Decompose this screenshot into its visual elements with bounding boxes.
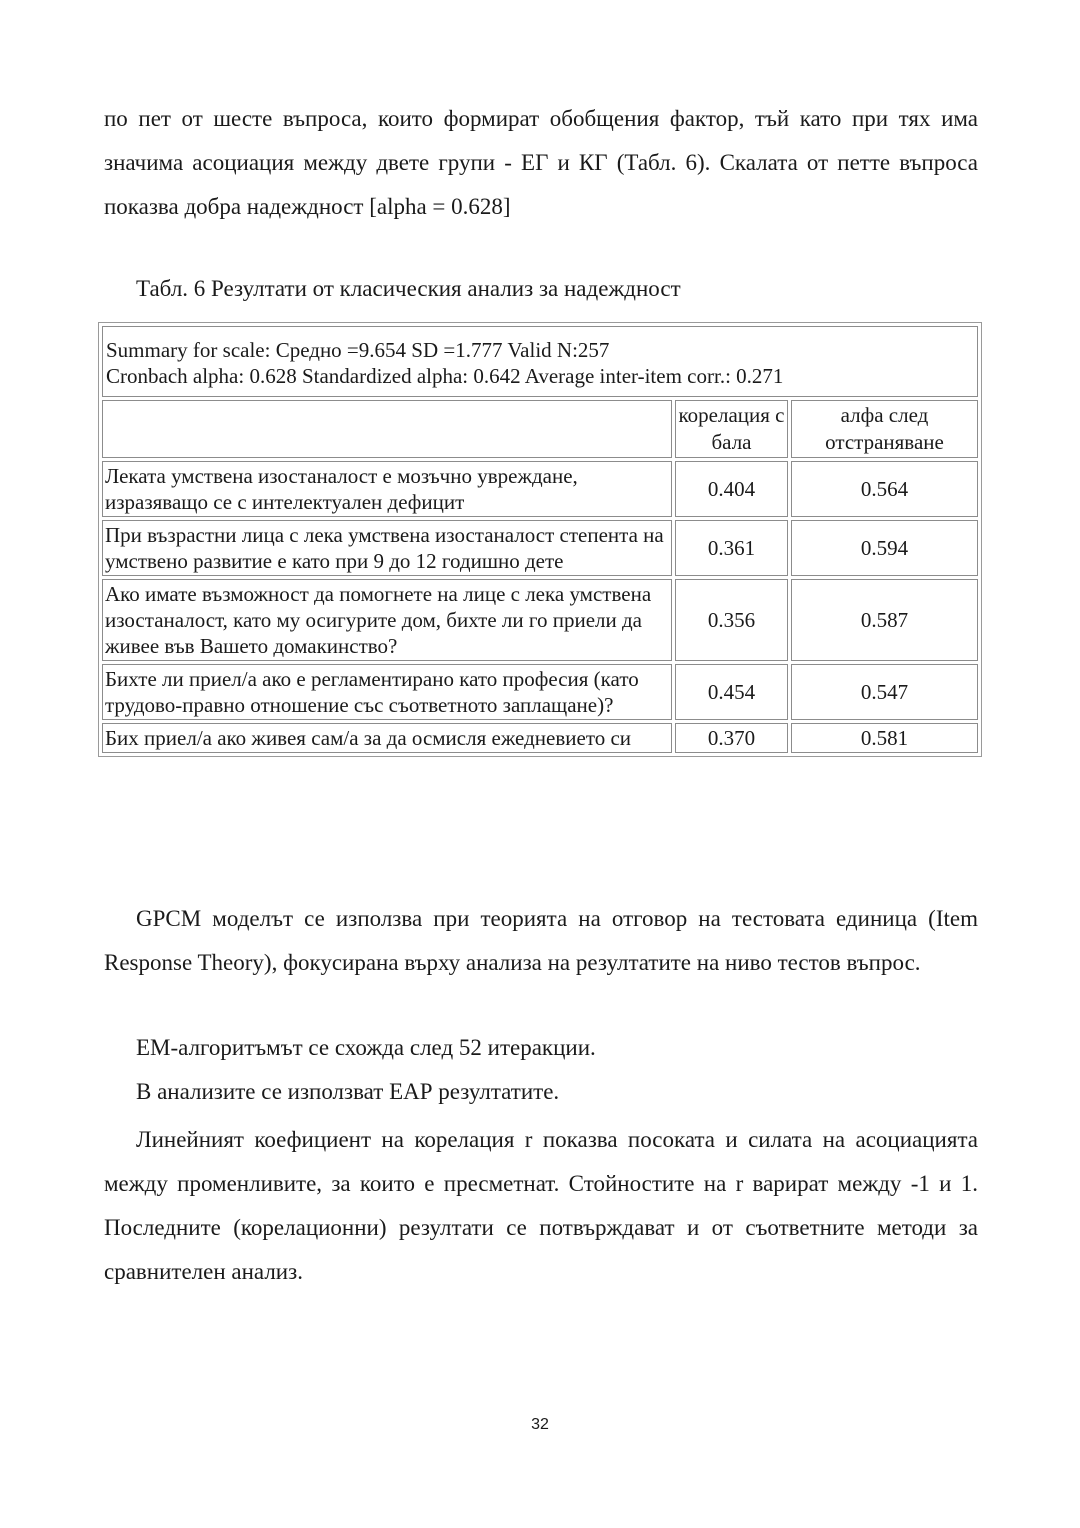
table-row bbox=[102, 723, 978, 753]
page-number: 32 bbox=[531, 1416, 549, 1433]
alpha-cell: 0.547 bbox=[791, 664, 978, 720]
table-row bbox=[102, 579, 978, 661]
summary-cell bbox=[102, 326, 978, 397]
item-cell: Бихте ли приел/а ако е регламентирано като професия (като трудово-правно отношение със съответното заплащане)? bbox=[102, 664, 672, 720]
gpcm-paragraph: GPCM моделът се използва при теорията на отговор на тестовата единица (Item Response Theory), фокусирана върху анализа на резултатите на ниво тестов въпрос. bbox=[104, 906, 978, 975]
header-corr-cell: корелация с бала bbox=[675, 400, 788, 458]
summary-line-2: Cronbach alpha: 0.628 Standardized alpha: 0.642 Average inter-item corr.: 0.271 bbox=[106, 364, 784, 388]
summary-row bbox=[102, 326, 978, 397]
summary-line-1: Summary for scale: Средно =9.654 SD =1.777 Valid N:257 bbox=[106, 338, 610, 362]
header-item-cell bbox=[102, 400, 672, 458]
corr-cell: 0.404 bbox=[675, 461, 788, 517]
alpha-cell: 0.594 bbox=[791, 520, 978, 576]
alpha-cell: 0.564 bbox=[791, 461, 978, 517]
alpha-cell: 0.587 bbox=[791, 579, 978, 661]
corr-cell: 0.370 bbox=[675, 723, 788, 753]
table-row bbox=[102, 461, 978, 517]
table-caption: Табл. 6 Резултати от класическия анализ за надеждност bbox=[136, 276, 681, 301]
intro-paragraph: по пет от шесте въпроса, които формират обобщения фактор, тъй като при тях има значима асоциация между двете групи - ЕГ и КГ (Табл. 6). Скалата от петте въпроса показва добра надеждност [alpha = 0.628] bbox=[104, 106, 978, 219]
header-row bbox=[102, 400, 978, 458]
table-row bbox=[102, 664, 978, 720]
header-alpha-cell: алфа след отстраняване bbox=[791, 400, 978, 458]
eap-line: В анализите се използват ЕАР резултатите. bbox=[136, 1079, 560, 1104]
item-cell: При възрастни лица с лека умствена изостаналост степента на умствено развитие е като при 9 до 12 годишно дете bbox=[102, 520, 672, 576]
reliability-table bbox=[98, 322, 982, 757]
em-algorithm-line: ЕМ-алгоритъмът се схожда след 52 итеракции. bbox=[136, 1035, 596, 1060]
table-row bbox=[102, 520, 978, 576]
corr-cell: 0.356 bbox=[675, 579, 788, 661]
item-cell: Ако имате възможност да помогнете на лице с лека умствена изостаналост, като му осигурите дом, бихте ли го приели да живее във Вашето домакинство? bbox=[102, 579, 672, 661]
item-cell: Бих приел/а ако живея сам/а за да осмисля ежедневието си bbox=[102, 723, 672, 753]
corr-cell: 0.361 bbox=[675, 520, 788, 576]
alpha-cell: 0.581 bbox=[791, 723, 978, 753]
correlation-paragraph: Линейният коефициент на корелация r показва посоката и силата на асоциацията между променливите, за които е пресметнат. Стойностите на r варират между -1 и 1. Последните (корелационни) резултати се потвърждават и от съответните методи за сравнителен анализ. bbox=[104, 1127, 978, 1284]
corr-cell: 0.454 bbox=[675, 664, 788, 720]
item-cell: Леката умствена изостаналост е мозъчно увреждане, изразяващо се с интелектуален дефицит bbox=[102, 461, 672, 517]
